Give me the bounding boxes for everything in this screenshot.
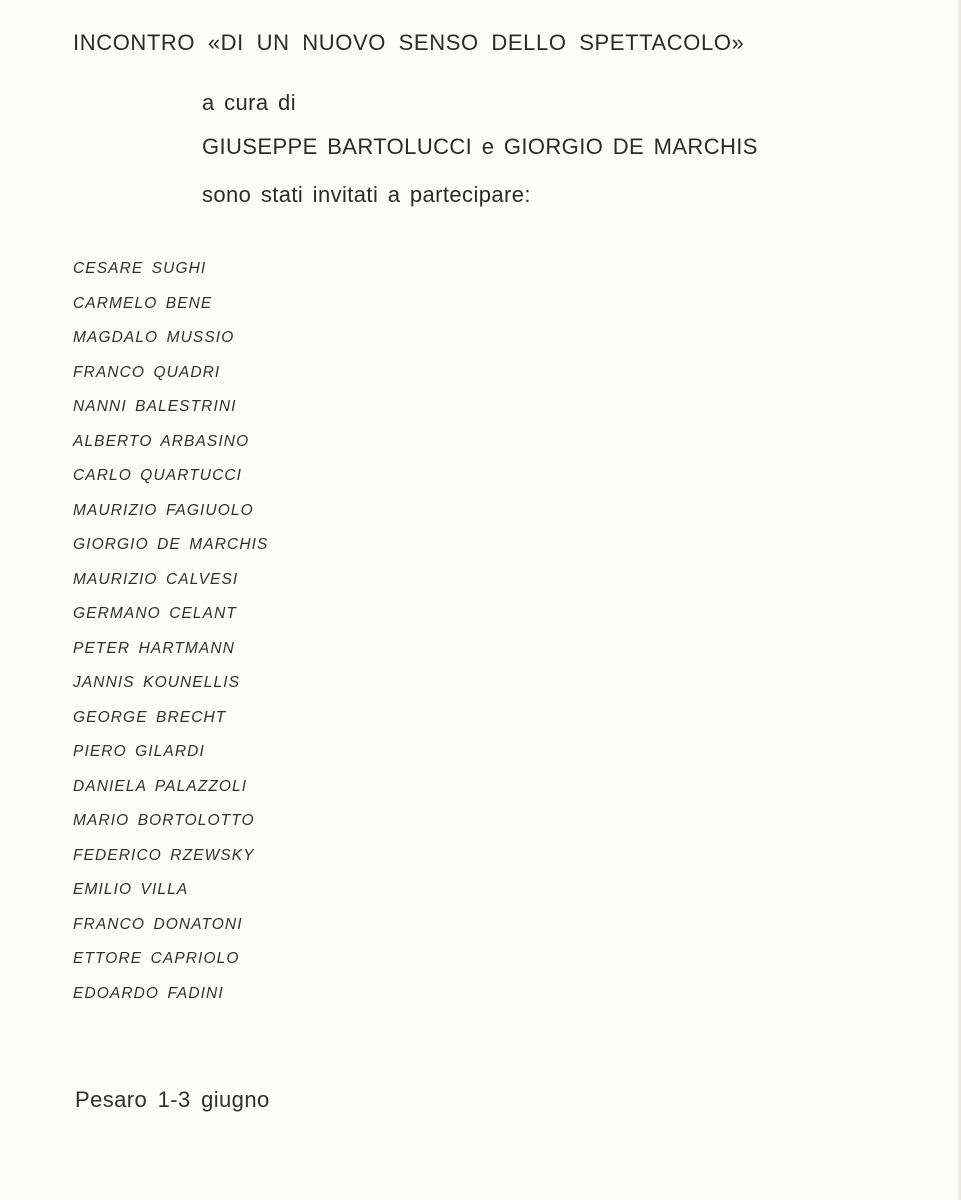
participant-name: ALBERTO ARBASINO [73,432,250,450]
participant-name: MAURIZIO CALVESI [73,570,239,588]
participant-name: ETTORE CAPRIOLO [73,950,240,967]
participant-name: CARMELO BENE [73,294,213,312]
participant-name: NANNI BALESTRINI [73,398,237,415]
participant-name: JANNIS KOUNELLIS [73,674,241,691]
document-title: INCONTRO «DI UN NUOVO SENSO DELLO SPETTACOLO» [73,30,745,55]
participant-name: MAGDALO MUSSIO [73,329,235,346]
participant-name: GIORGIO DE MARCHIS [73,536,269,553]
participant-name: CESARE SUGHI [73,260,207,277]
participant-name: FRANCO QUADRI [73,363,221,381]
curators-names: GIUSEPPE BARTOLUCCI e GIORGIO DE MARCHIS [202,134,758,159]
curated-by-label: a cura di [202,90,296,115]
participant-name: PETER HARTMANN [73,639,235,657]
participant-name: FRANCO DONATONI [73,915,243,933]
participant-name: PIERO GILARDI [73,743,205,760]
participant-name: EMILIO VILLA [73,881,189,898]
event-place-date: Pesaro 1-3 giugno [75,1087,270,1112]
participant-name: GERMANO CELANT [73,605,237,622]
participants-list [73,257,268,1016]
participant-name: FEDERICO RZEWSKY [73,846,255,864]
participant-name: DANIELA PALAZZOLI [73,777,248,795]
participant-name: MAURIZIO FAGIUOLO [73,501,254,519]
participant-name: CARLO QUARTUCCI [73,467,243,484]
invited-intro: sono stati invitati a partecipare: [202,182,531,207]
participant-name: MARIO BORTOLOTTO [73,812,255,829]
participant-name: EDOARDO FADINI [73,984,224,1002]
participant-name: GEORGE BRECHT [73,708,227,726]
